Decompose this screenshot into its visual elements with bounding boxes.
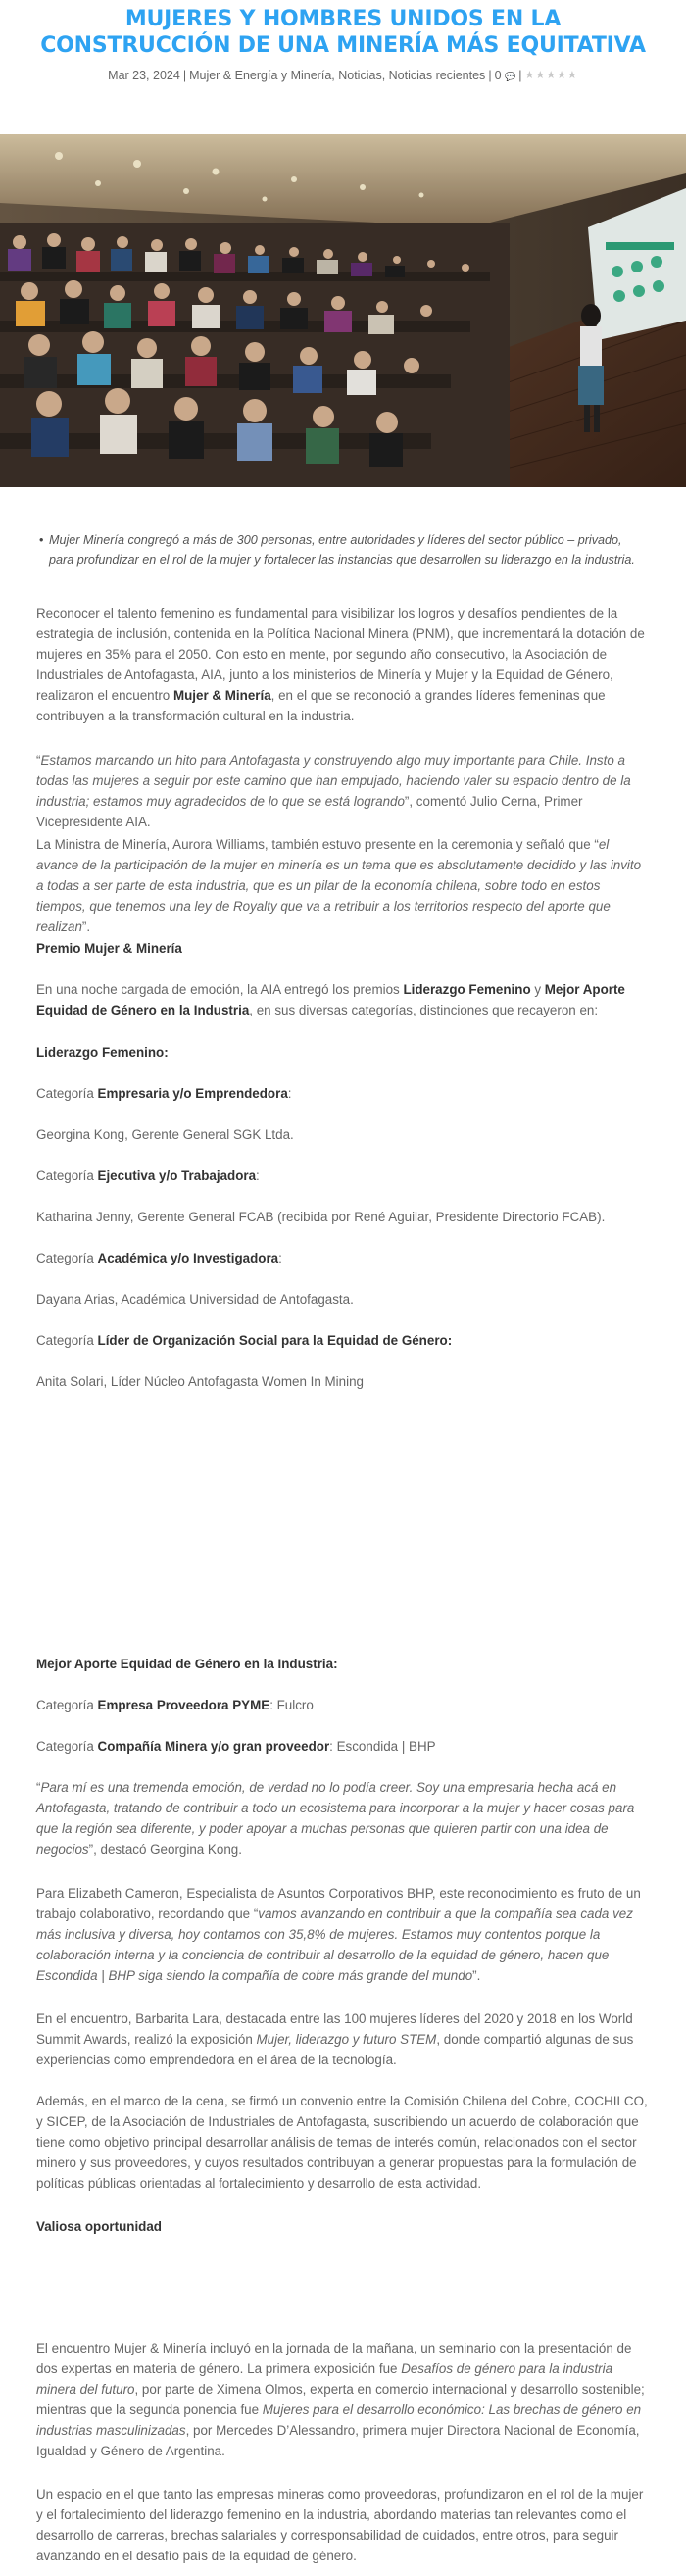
post-date: Mar 23, 2024 (108, 69, 180, 82)
heading-premio (36, 938, 650, 959)
photo-caption (39, 530, 649, 570)
text: ”, comentó Julio Cerna, Primer Vicepresidente AIA. (36, 794, 583, 829)
comment-bubble-icon: 💬 (505, 72, 516, 81)
category-link-noticias[interactable]: Noticias (338, 69, 382, 82)
article-paragraph-seminario (36, 2338, 650, 2461)
heading-liderazgo (36, 1042, 650, 1063)
rating-stars (524, 68, 577, 83)
heading-mejor-aporte (36, 1654, 650, 1674)
winner-text: Katharina Jenny, Gerente General FCAB (recibida por René Aguilar, Presidente Directorio FCAB). (36, 1210, 606, 1224)
hero-photo (0, 134, 686, 487)
award-name: Mejor Aporte Equidad de Género en la Industria (36, 982, 625, 1017)
category-2 (36, 1165, 650, 1186)
post-meta: Mar 23, 2024 | Mujer & Energía y Minería, Noticias, Noticias recientes | 0 💬 | ★★★★★ (108, 69, 578, 82)
caption-text: Mujer Minería congregó a más de 300 personas, entre autoridades y líderes del sector público – privado, para profundizar en el rol de la mujer y fortalecer las instancias que desarrollen su liderazgo en la industria. (49, 533, 635, 567)
category-link-noticias-recientes[interactable]: Noticias recientes (388, 69, 486, 82)
quote-text: Estamos marcando un hito para Antofagasta y construyendo algo muy importante para Chile. Insto a todas las mujeres a seguir por este camino que han empujado, haciendo valer su espacio dentro de la industria; estamos muy agradecidos de lo que se está logrando (36, 753, 631, 809)
text: Además, en el marco de la cena, se firmó un convenio entre la Comisión Chilena del Cobre, COCHILCO, y SICEP, de la Asociación de Industriales de Antofagasta, suscribiendo un acuerdo de colaboración que tiene como objetivo principal desarrollar análisis de temas de interés común, relacionados con el sector minero y sus proveedores, y cuyos resultados contribuyan a generar propuestas para la formulación de políticas públicas orientadas al fortalecimiento y desarrollo de esta actividad. (36, 2094, 648, 2191)
text: Reconocer el talento femenino es fundamental para visibilizar los logros y desafíos pendientes de la estrategia de inclusión, contenida en la Política Nacional Minera (PNM), que incrementará la dotación de mujeres en 35% para el 2050. Con esto en mente, por segundo año consecutivo, la Asociación de Industriales de Antofagasta, AIA, junto a los ministerios de Minería y Mujer y la Equidad de Género, realizaron el encuentro (36, 606, 645, 703)
article-paragraph-lara (36, 2008, 650, 2070)
quote-text: Para mí es una tremenda emoción, de verdad no lo podía creer. Soy una empresaria hecha acá en Antofagasta, tratando de contribuir a todo un ecosistema para incorporar a la mujer y hacer cosas para que la región sea diferente, y poder apoyar a muchas personas que quieren partir con una idea de negocios (36, 1780, 635, 1857)
category-name: Académica y/o Investigadora (97, 1251, 279, 1265)
text: En el encuentro, Barbarita Lara, destacada entre las 100 mujeres líderes del 2020 y 2018 en los World Summit Awards, realizó la exposición (36, 2011, 633, 2047)
text: “ (36, 753, 41, 768)
text: : (287, 1086, 292, 1101)
article-quote-cerna (36, 750, 650, 832)
star-icon: ★ (524, 70, 536, 81)
text: Categoría (36, 1698, 98, 1712)
category-4 (36, 1330, 650, 1351)
section-heading: Valiosa oportunidad (36, 2219, 162, 2234)
text: : (278, 1251, 282, 1265)
article-quote-kong (36, 1777, 650, 1859)
text: El encuentro Mujer & Minería incluyó en la jornada de la mañana, un seminario con la presentación de dos expertas en materia de género. La primera exposición fue (36, 2341, 632, 2376)
text: , por parte de Ximena Olmos, experta en comercio internacional y desarrollo sostenible; mientras que la segunda ponencia fue (36, 2382, 645, 2417)
event-name: Mujer & Minería (172, 688, 271, 703)
text: , donde compartió algunas de sus experiencias como emprendedora en el área de la tecnología. (36, 2032, 634, 2067)
text: ”. (472, 1968, 481, 1983)
winner-3 (36, 1289, 650, 1310)
text: La Ministra de Minería, Aurora Williams, también estuvo presente en la ceremonia y señaló que “ (36, 837, 599, 852)
bullet-icon: • (39, 533, 44, 547)
text: Un espacio en el que tanto las empresas mineras como proveedoras, profundizaron en el rol de la mujer y el fortalecimiento del liderazgo femenino en la industria, abordando materias tan relevantes como el desarrollo de carreras, brechas salariales y corresponsabilidad de cuidados, entre otros, para seguir avanzando en el desafío país de la equidad de género. (36, 2487, 644, 2563)
winner-text: Georgina Kong, Gerente General SGK Ltda. (36, 1127, 294, 1142)
category-6 (36, 1736, 650, 1757)
talk-title: Mujeres para el desarrollo económico: Las brechas de género en industrias masculinizadas (36, 2403, 642, 2438)
text: y (530, 982, 545, 997)
text: , en sus diversas categorías, distinciones que recayeron en: (249, 1003, 599, 1017)
category-5 (36, 1695, 650, 1715)
text: Categoría (36, 1168, 98, 1183)
article-paragraph-espacio (36, 2484, 650, 2566)
talk-title: Mujer, liderazgo y futuro STEM (256, 2032, 437, 2047)
comments-link[interactable] (495, 69, 516, 82)
star-icon: ★ (535, 70, 547, 81)
heading-valiosa (36, 2216, 650, 2237)
article-paragraph-1 (36, 603, 650, 726)
star-icon: ★ (566, 70, 578, 81)
star-icon: ★ (557, 70, 567, 81)
article-paragraph-awards (36, 979, 650, 1020)
text: En una noche cargada de emoción, la AIA entregó los premios (36, 982, 404, 997)
section-heading: Premio Mujer & Minería (36, 941, 182, 956)
quote-text: vamos avanzando en contribuir a que la compañía sea cada vez más inclusiva y diversa, hoy contamos con 35,8% de mujeres. Estamos muy contentos porque la colaboración interna y la conciencia de contribuir al desarrollo de la equidad de género, hacen que Escondida | BHP siga siendo la compañía de cobre más grande del mundo (36, 1907, 633, 1983)
text: , en el que se reconoció a grandes líderes femeninas que contribuyen a la transformación cultural en la industria. (36, 688, 606, 723)
post-header (0, 6, 686, 84)
text: Para Elizabeth Cameron, Especialista de Asuntos Corporativos BHP, este reconocimiento es fruto de un trabajo colaborativo, recordando que “ (36, 1886, 641, 1921)
star-icon: ★ (546, 70, 558, 81)
category-name: Compañía Minera y/o gran proveedor (97, 1739, 330, 1754)
text: “ (36, 1780, 41, 1795)
article-paragraph-convenio (36, 2091, 650, 2194)
quote-text: el avance de la participación de la mujer en minería es un tema que es absolutamente decidido y las invito a todas a ser parte de esta industria, que es un pilar de la economía chilena, sobre todo en estos tiempos, que tenemos una ley de Royalty que va a retribuir a los territorios respecto del aporte que realizan (36, 837, 642, 934)
winner-1 (36, 1124, 650, 1145)
category-link-mujer-energia[interactable]: Mujer & Energía y Minería (189, 69, 332, 82)
text: Categoría (36, 1086, 98, 1101)
category-name: Ejecutiva y/o Trabajadora (97, 1168, 257, 1183)
text: Categoría (36, 1739, 98, 1754)
winner-4 (36, 1371, 650, 1392)
text: : (256, 1168, 260, 1183)
comment-count: 0 (494, 69, 502, 82)
category-name: Empresaria y/o Emprendedora (97, 1086, 288, 1101)
text: Categoría (36, 1333, 98, 1348)
text: Categoría (36, 1251, 98, 1265)
text: ”, destacó Georgina Kong. (88, 1842, 242, 1857)
section-heading: Liderazgo Femenino: (36, 1045, 169, 1060)
category-name: Líder de Organización Social para la Equidad de Género: (97, 1333, 453, 1348)
winner-2 (36, 1207, 650, 1227)
category-name: Empresa Proveedora PYME (97, 1698, 270, 1712)
article-quote-cameron (36, 1883, 650, 1986)
award-name: Liderazgo Femenino (403, 982, 531, 997)
text: ”. (81, 919, 91, 934)
winner-text: : Fulcro (270, 1698, 314, 1712)
winner-text: Dayana Arias, Académica Universidad de Antofagasta. (36, 1292, 354, 1307)
talk-title: Desafíos de género para la industria minera del futuro (36, 2361, 613, 2397)
text: , por Mercedes D’Alessandro, primera mujer Directora Nacional de Economía, Igualdad y Género de Argentina. (36, 2423, 640, 2458)
winner-text: : Escondida | BHP (329, 1739, 436, 1754)
article-quote-williams (36, 834, 650, 937)
category-3 (36, 1248, 650, 1268)
category-1 (36, 1083, 650, 1104)
winner-text: Anita Solari, Líder Núcleo Antofagasta Women In Mining (36, 1374, 364, 1389)
post-title: MUJERES Y HOMBRES UNIDOS EN LA CONSTRUCCIÓN DE UNA MINERÍA MÁS EQUITATIVA (40, 7, 646, 58)
section-heading: Mejor Aporte Equidad de Género en la Industria: (36, 1657, 338, 1671)
